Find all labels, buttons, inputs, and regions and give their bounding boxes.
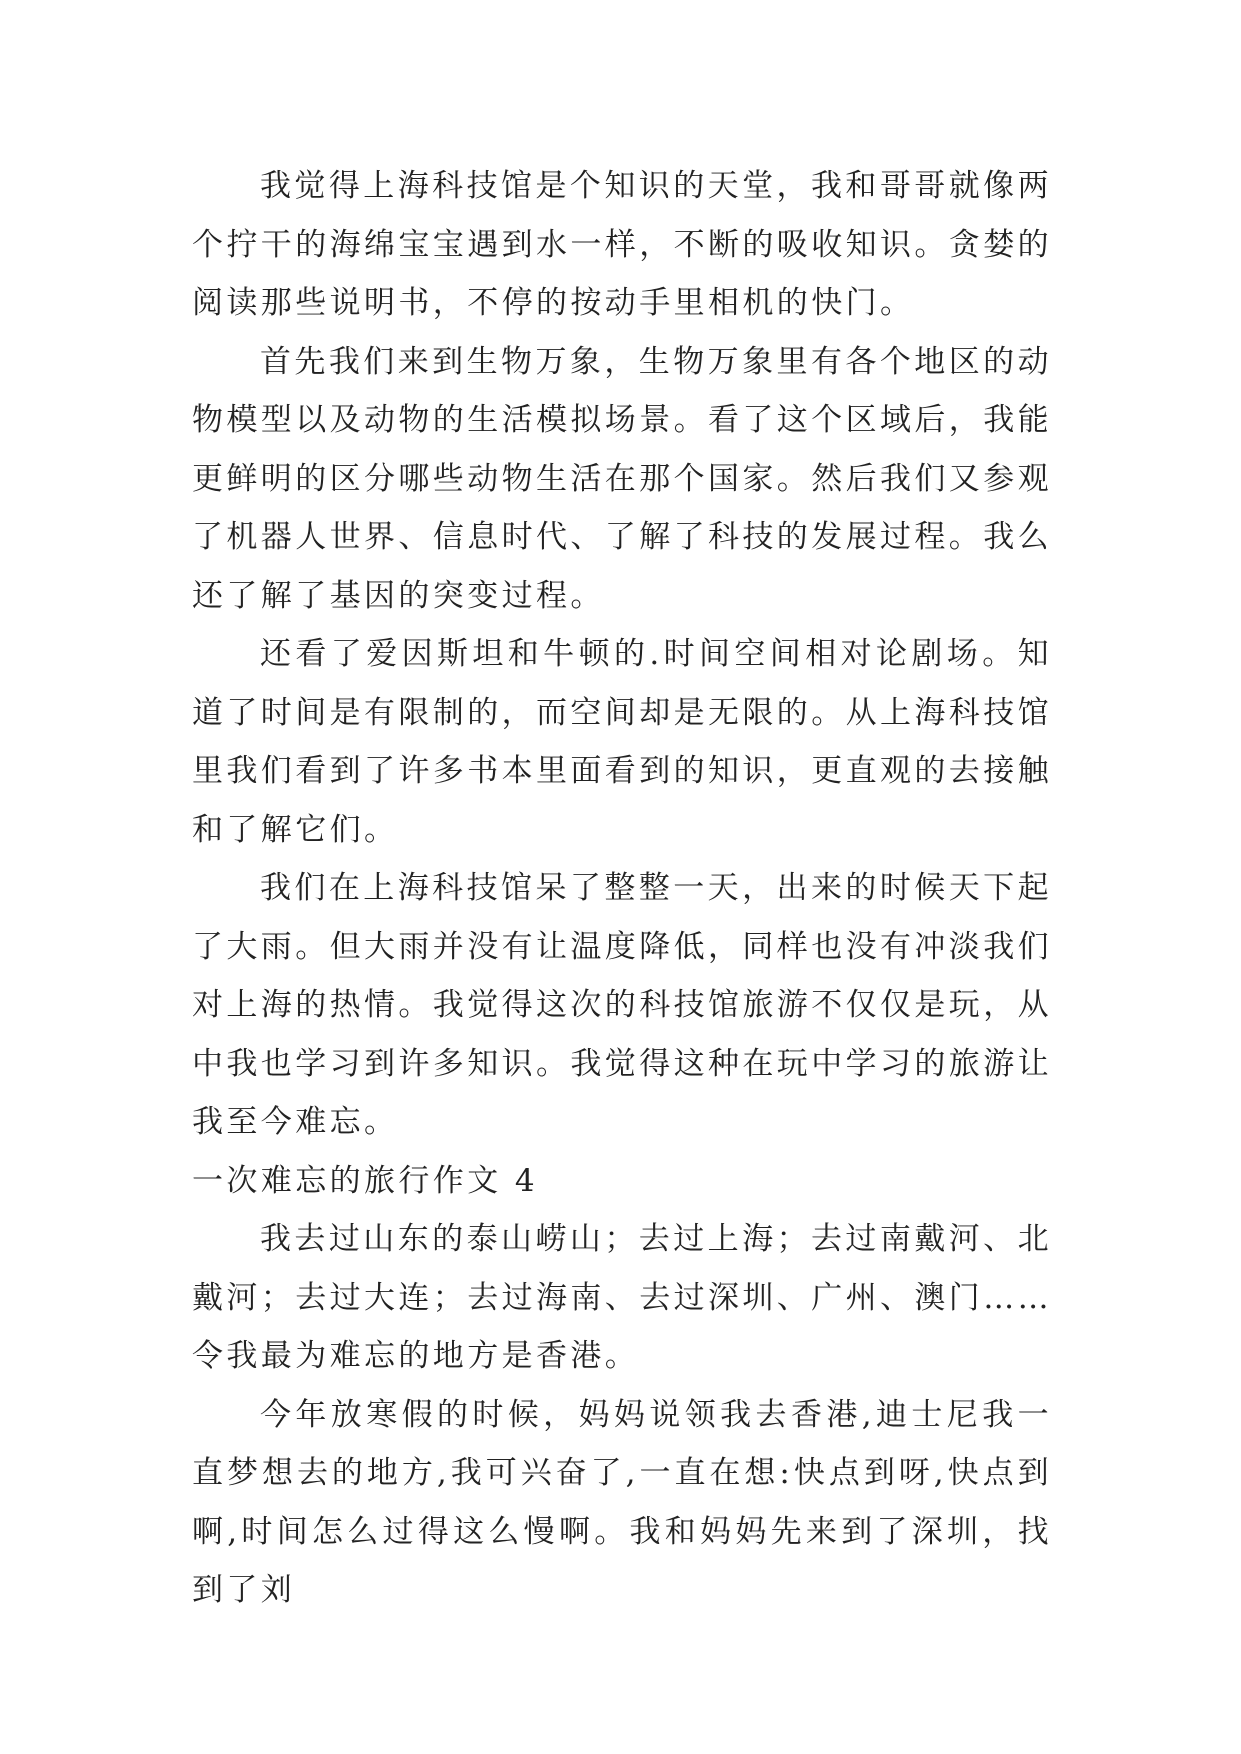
paragraph-1: 我觉得上海科技馆是个知识的天堂，我和哥哥就像两个拧干的海绵宝宝遇到水一样，不断的吸收知识。贪婪的阅读那些说明书，不停的按动手里相机的快门。 — [192, 168, 1052, 321]
section-heading: 一次难忘的旅行作文 4 — [192, 1162, 538, 1199]
document-body — [192, 157, 1052, 1620]
paragraph-2: 首先我们来到生物万象，生物万象里有各个地区的动物模型以及动物的生活模拟场景。看了这个区域后，我能更鲜明的区分哪些动物生活在那个国家。然后我们又参观了机器人世界、信息时代、了解了科技的发展过程。我么还了解了基因的突变过程。 — [192, 343, 1052, 614]
paragraph-4: 我们在上海科技馆呆了整整一天，出来的时候天下起了大雨。但大雨并没有让温度降低，同样也没有冲淡我们对上海的热情。我觉得这次的科技馆旅游不仅仅是玩，从中我也学习到许多知识。我觉得这种在玩中学习的旅游让我至今难忘。 — [192, 870, 1052, 1140]
paragraph-3: 还看了爱因斯坦和牛顿的.时间空间相对论剧场。知道了时间是有限制的，而空间却是无限的。从上海科技馆里我们看到了许多书本里面看到的知识，更直观的去接触和了解它们。 — [192, 636, 1052, 848]
paragraph-5: 我去过山东的泰山崂山；去过上海；去过南戴河、北戴河；去过大连；去过海南、去过深圳、广州、澳门……令我最为难忘的地方是香港。 — [192, 1221, 1052, 1374]
paragraph-6: 今年放寒假的时候，妈妈说领我去香港,迪士尼我一直梦想去的地方,我可兴奋了,一直在想:快点到呀,快点到啊,时间怎么过得这么慢啊。我和妈妈先来到了深圳，找到了刘 — [192, 1396, 1052, 1608]
